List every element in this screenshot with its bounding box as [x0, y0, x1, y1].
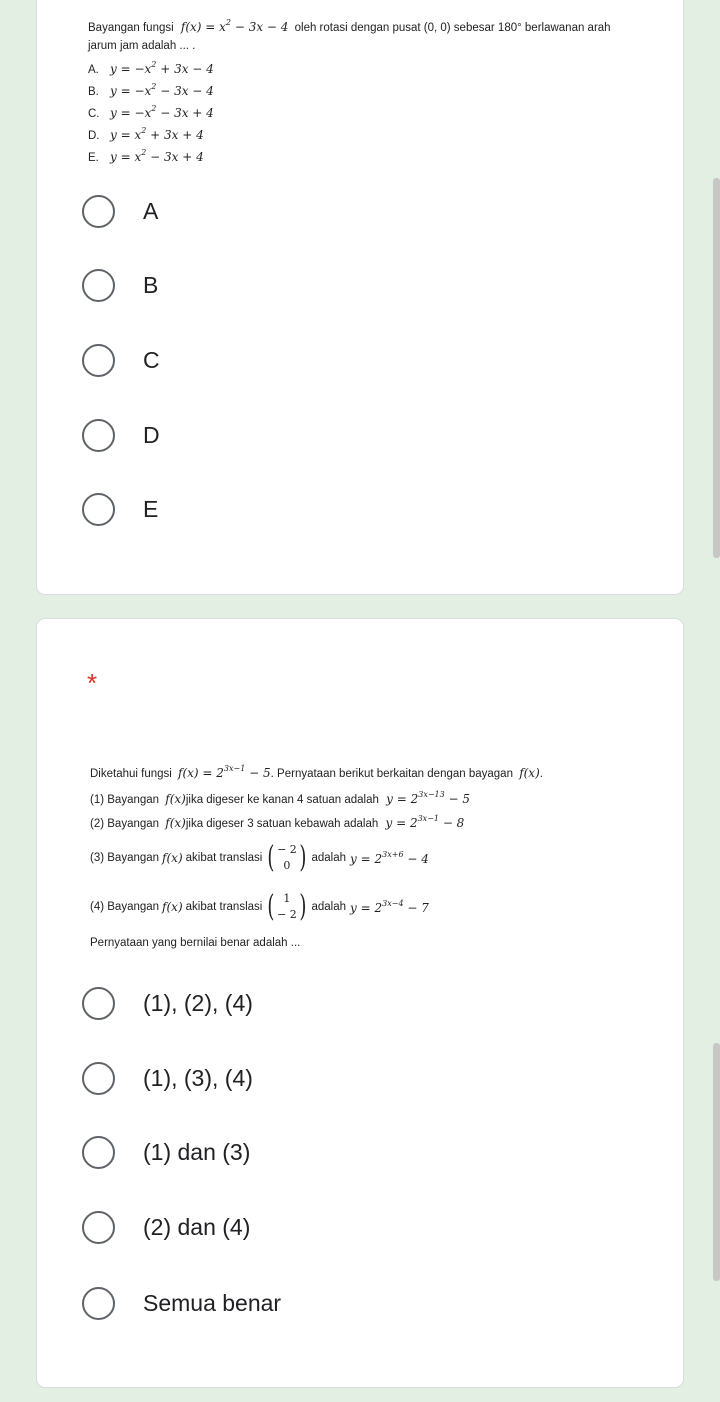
radio-option-e[interactable] [82, 493, 158, 526]
radio-option-2-and-4[interactable] [82, 1211, 250, 1244]
radio-circle-icon[interactable] [82, 1062, 115, 1095]
radio-circle-icon[interactable] [82, 1136, 115, 1169]
radio-circle-icon[interactable] [82, 493, 115, 526]
question-1-image [88, 18, 648, 168]
radio-option-1-3-4[interactable] [82, 1062, 253, 1095]
radio-circle-icon[interactable] [82, 987, 115, 1020]
radio-option-label: (1) dan (3) [143, 1139, 251, 1165]
radio-option-label: (1), (3), (4) [143, 1065, 253, 1091]
radio-option-label: C [143, 347, 160, 373]
q1-stem-exponent: 2 [225, 18, 232, 27]
radio-option-b[interactable] [82, 269, 158, 302]
scrollbar-thumb[interactable] [713, 1043, 720, 1281]
radio-option-1-and-3[interactable] [82, 1136, 250, 1169]
q1-choice-b: B. $y = -x^2 - 3x - 4$ [88, 82, 214, 98]
radio-option-label: E [143, 496, 159, 522]
radio-circle-icon[interactable] [82, 419, 115, 452]
translation-vector-3: ( − 2 0 ) [267, 840, 307, 875]
radio-circle-icon[interactable] [82, 344, 115, 377]
q1-stem-text-3: jarum jam adalah ... . [88, 40, 196, 52]
radio-circle-icon[interactable] [82, 195, 115, 228]
q1-choice-e: E. $y = x^2 - 3x + 4$ [88, 148, 204, 164]
radio-option-1-2-4[interactable] [82, 987, 253, 1020]
required-asterisk: * [87, 668, 98, 698]
q1-stem-function-rest: − 3x − 4 [231, 20, 289, 34]
radio-option-c[interactable] [82, 344, 160, 377]
radio-option-label: B [143, 272, 159, 298]
radio-option-label: Semua benar [143, 1290, 282, 1316]
radio-option-d[interactable] [82, 419, 160, 452]
q1-choice-d: D. $y = x^2 + 3x + 4$ [88, 126, 204, 142]
radio-option-label: D [143, 422, 160, 448]
question-2-image: Diketahui fungsi $f(x) = 2^{3x-1} - 5$. Pernyataan berikut berkaitan dengan bayagan f(x). (1) Bayangan f(x)jika digeser ke kanan 4 satuan adalah $y = 2^{3x-13} - 5$ (2) Bayangan f(x)jika digeser 3 satuan kebawah adalah $y = 2^{3x-1} - 8$ (3) Bayangan f(x) akibat translasi ( − 2 0 ) adalah $y = 2^{3x+6} - 4$ (4) Bayangan f(x) akibat translasi ( 1 − 2 ) adalah $y = 2^{3x-4} - 7$ Pernyataan yang bernilai benar adalah ... [90, 764, 543, 949]
scrollbar-thumb[interactable] [713, 178, 720, 558]
q1-stem-text: Bayangan fungsi [88, 22, 174, 34]
q1-stem-function: f(x) = x [180, 20, 226, 34]
radio-circle-icon[interactable] [82, 269, 115, 302]
radio-option-semua-benar[interactable] [82, 1287, 281, 1320]
radio-circle-icon[interactable] [82, 1211, 115, 1244]
radio-circle-icon[interactable] [82, 1287, 115, 1320]
q1-choice-a: A. $y = -x^2 + 3x - 4$ [88, 60, 214, 76]
radio-option-label: A [143, 198, 159, 224]
q1-stem-text-2: oleh rotasi dengan pusat (0, 0) sebesar 180° berlawanan arah [294, 22, 611, 34]
radio-option-label: (1), (2), (4) [143, 990, 253, 1016]
radio-option-label: (2) dan (4) [143, 1214, 251, 1240]
q1-choice-c: C. $y = -x^2 - 3x + 4$ [88, 104, 214, 120]
translation-vector-4: ( 1 − 2 ) [267, 889, 307, 924]
radio-option-a[interactable] [82, 195, 158, 228]
